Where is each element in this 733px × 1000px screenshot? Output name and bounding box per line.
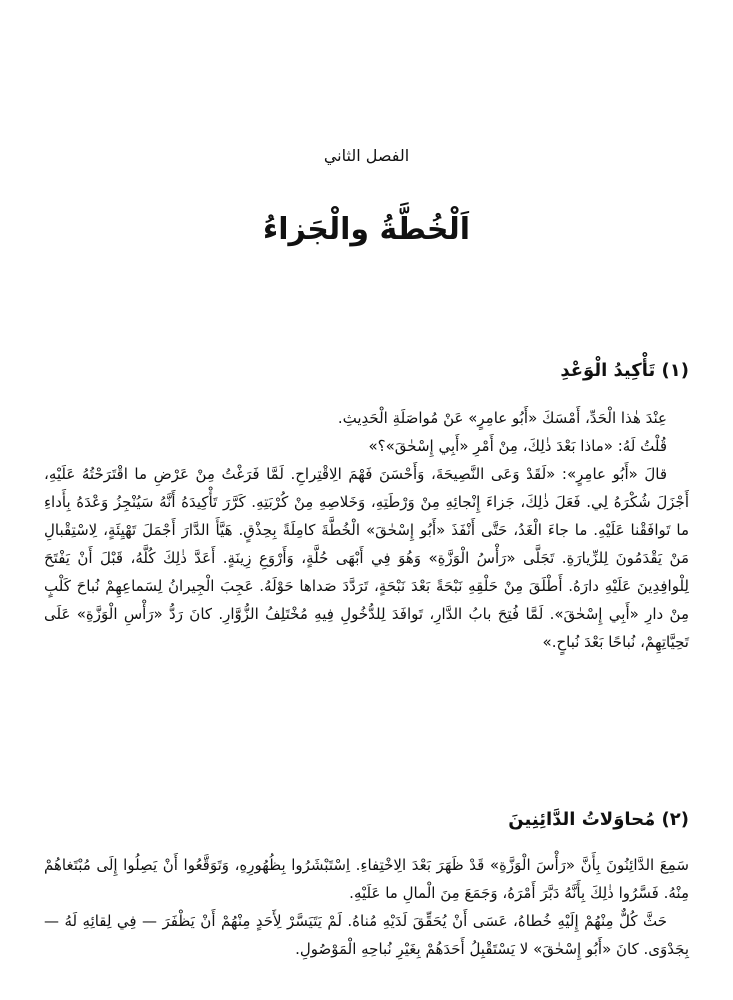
chapter-label: الفصل الثاني (323, 146, 410, 165)
paragraph: قالَ «أَبُو عامِرٍ»: «لَقَدْ وَعَى النَّصِيحَةَ، وَأَحْسَنَ فَهْمَ الِاقْتِراحِ. لَمَّا فَرَغْتُ مِنْ عَرْضِ ما اقْتَرَحْتُهُ عَلَيْهِ، أَجْزَلَ شُكْرَهُ لِي. فَعَلَ ذٰلِكَ، جَزاءَ إِنْجائِهِ مِنْ وَرْطَتِهِ، وَخَلاصِهِ مِنْ كُرْبَتِهِ. كَرَّرَ تَأْكِيدَهُ أَنَّهُ سَيُنْجِزُ وَعْدَهُ بِأَداءِ ما تَوافَقْنا عَلَيْهِ. ما جاءَ الْغَدُ، حَتَّى أَنْفَذَ «أَبُو إِسْحٰقَ» الْخُطَّةَ كامِلَةً بِحِذْقٍ. هَيَّأَ الدَّارَ أَجْمَلَ تَهْيِئَةٍ، لِاسْتِقْبالِ مَنْ يَقْدَمُونَ لِلزِّيارَةِ. تَجَلَّى «رَأْسُ الْوَزَّةِ» وَهُوَ فِي أَبْهَى حُلَّةٍ، وَأَرْوَعِ زِينَةٍ. أَعَدَّ ذٰلِكَ كُلَّهُ، قَبْلَ أَنْ يَفْتَحَ لِلْوافِدِينَ عَلَيْهِ دارَهُ. أَطْلَقَ مِنْ حَلْقِهِ نَبْحَةً بَعْدَ نَبْحَةٍ، تَرَدَّدَ صَداها حَوْلَهُ. عَجِبَ الْجِيرانُ لِسَماعِهِمْ نُباحَ كَلْبٍ مِنْ دارِ «أَبِي إِسْحٰقَ». لَمَّا فُتِحَ بابُ الدَّارِ، تَوافَدَ لِلدُّخُولِ فِيهِ مُخْتَلِفُ الزُّوَّارِ. كانَ رَدُّ «رَأْسِ الْوَزَّةِ» عَلَى تَحِيَّاتِهِمْ، نُباحًا بَعْدَ نُباحٍ.» (44, 465, 689, 651)
paragraph: حَثَّ كُلٌّ مِنْهُمْ إِلَيْهِ خُطاهُ، عَسَى أَنْ يُحَقِّقَ لَدَيْهِ مُناهُ. لَمْ يَتَيَسَّرْ لِأَحَدٍ مِنْهُمْ أَنْ يَظْفَرَ — فِي لِقائِهِ لَهُ — بِجَدْوَى. كانَ «أَبُو إِسْحٰقَ» لا يَسْتَقْبِلُ أَحَدَهُمْ بِغَيْرِ نُباحِهِ الْمَوْصُولِ. (44, 912, 689, 958)
chapter-title: اَلْخُطَّةُ والْجَزاءُ (262, 212, 471, 247)
paragraph: قُلْتُ لَهُ: «ماذا بَعْدَ ذٰلِكَ، مِنْ أَمْرِ «أَبِي إِسْحٰقَ»؟» (368, 437, 667, 455)
section-confirming-promise (44, 356, 689, 656)
paragraph: سَمِعَ الدَّائِنُونَ بِأَنَّ «رَأْسَ الْوَزَّةِ» قَدْ ظَهَرَ بَعْدَ الِاخْتِفاءِ. اِسْتَبْشَرُوا بِظُهُورِهِ، وَتَوَقَّعُوا أَنْ يَصِلُوا إِلَى مُبْتَغاهُمْ مِنْهُ. فَسَّرُوا ذٰلِكَ بِأَنَّهُ دَبَّرَ أَمْرَهُ، وَجَمَعَ مِنَ الْمالِ ما عَلَيْهِ. (44, 856, 689, 902)
section-heading: (٢) مُحاوَلاتُ الدَّائِنِينَ (508, 809, 689, 830)
section-creditors-attempts (44, 805, 689, 963)
paragraph: عِنْدَ هٰذا الْحَدِّ، أَمْسَكَ «أَبُو عامِرٍ» عَنْ مُواصَلَةِ الْحَدِيثِ. (337, 409, 667, 427)
section-heading: (١) تَأْكِيدُ الْوَعْدِ (560, 360, 689, 381)
